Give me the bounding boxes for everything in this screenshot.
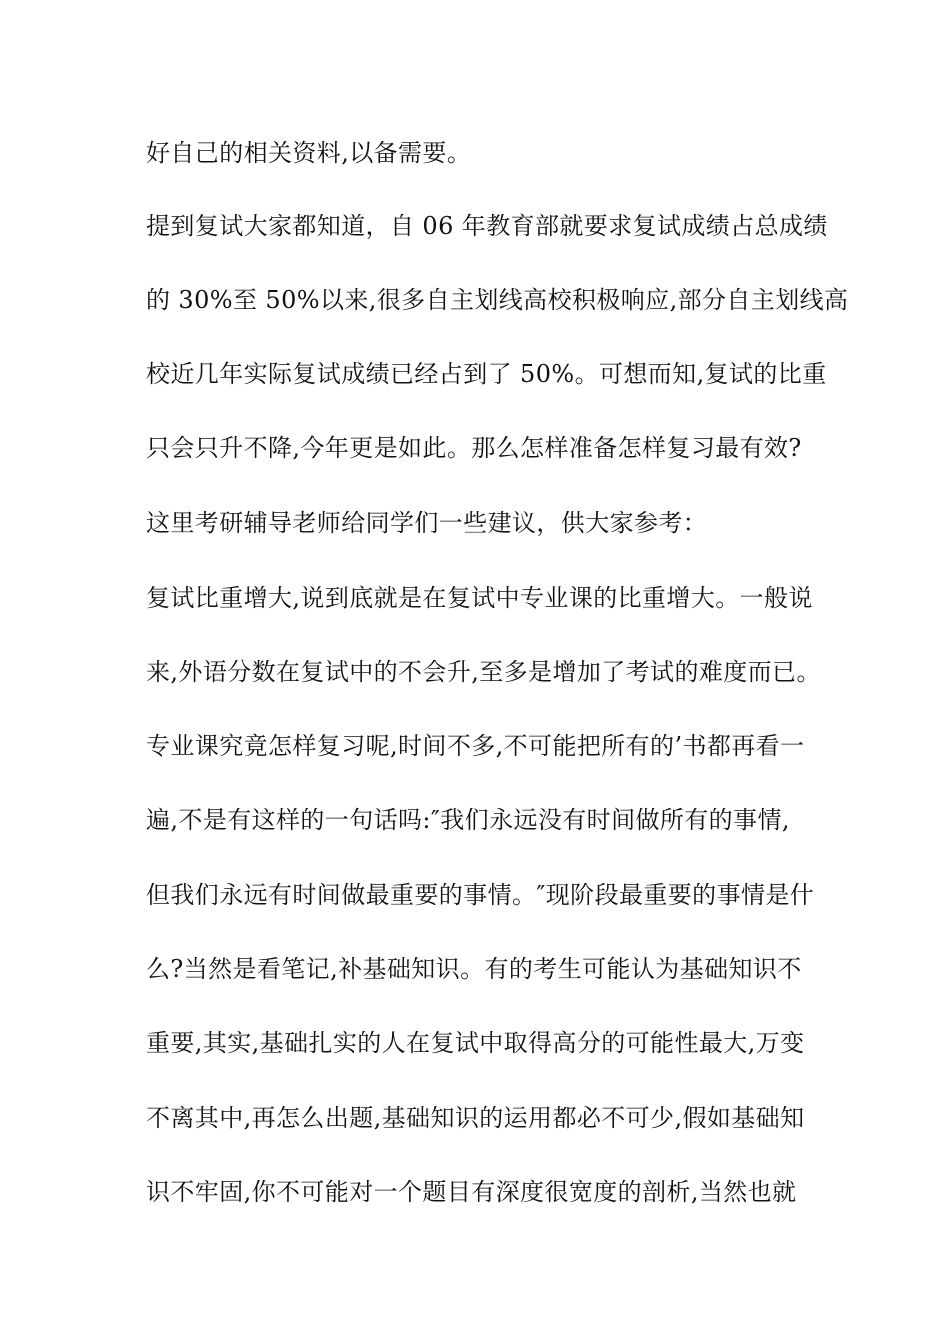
- paragraph-line: 重要,其实,基础扎实的人在复试中取得高分的可能性最大,万变: [146, 1029, 805, 1057]
- paragraph-line: 这里考研辅导老师给同学们一些建议，供大家参考：: [146, 509, 708, 537]
- paragraph-line: 识不牢固,你不可能对一个题目有深度很宽度的剖析,当然也就: [146, 1178, 797, 1206]
- paragraph-line: 的 30%至 50%以来,很多自主划线高校积极响应,部分自主划线高: [146, 286, 849, 314]
- paragraph-line: 提到复试大家都知道，自 06 年教育部就要求复试成绩占总成绩: [146, 212, 828, 240]
- paragraph-line: 但我们永远有时间做最重要的事情。″现阶段最重要的事情是什: [146, 881, 815, 909]
- paragraph-line: 复试比重增大,说到底就是在复试中专业课的比重增大。一般说: [146, 584, 813, 612]
- paragraph-line: 么?当然是看笔记,补基础知识。有的考生可能认为基础知识不: [146, 955, 802, 983]
- paragraph-line: 好自己的相关资料,以备需要。: [146, 139, 472, 167]
- paragraph-line: 只会只升不降,今年更是如此。那么怎样准备怎样复习最有效?: [146, 434, 802, 462]
- paragraph-line: 校近几年实际复试成绩已经占到了 50%。可想而知,复试的比重: [146, 360, 827, 388]
- paragraph-line: 不离其中,再怎么出题,基础知识的运用都必不可少,假如基础知: [146, 1104, 805, 1132]
- paragraph-line: 来,外语分数在复试中的不会升,至多是增加了考试的难度而已。: [146, 658, 821, 686]
- paragraph-line: 专业课究竟怎样复习呢,时间不多,不可能把所有的’书都再看一: [146, 732, 805, 760]
- paragraph-line: 遍,不是有这样的一句话吗:″我们永远没有时间做所有的事情,: [146, 806, 790, 834]
